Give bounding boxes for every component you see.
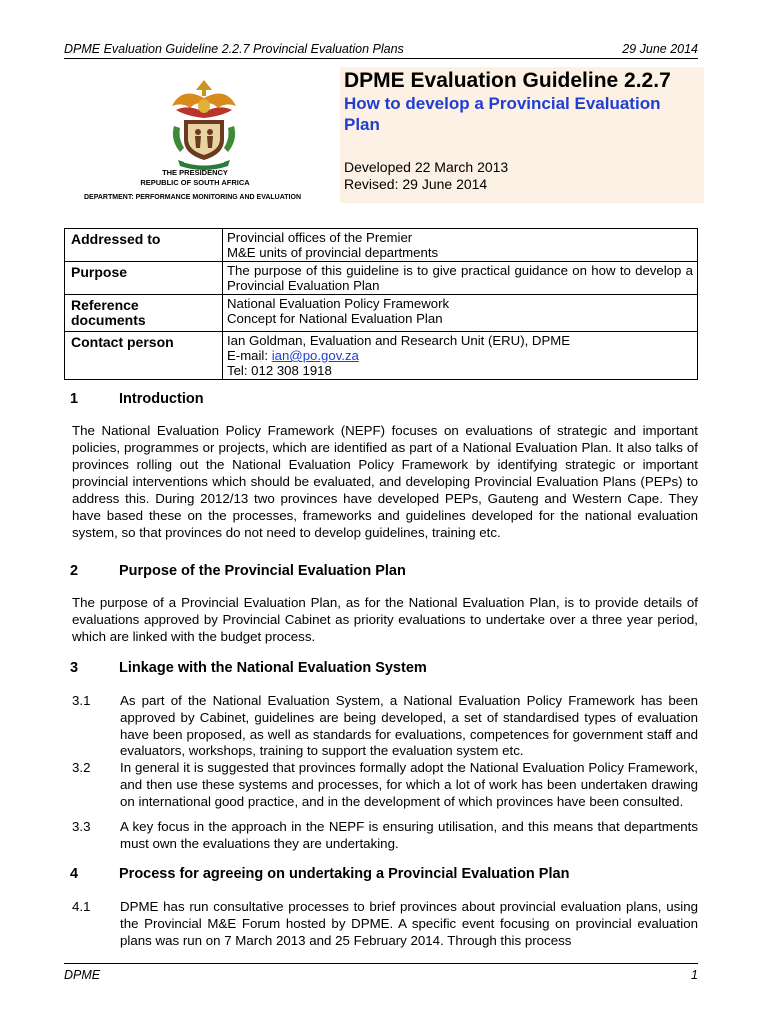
section-paragraph: The purpose of a Provincial Evaluation Plan, as for the National Evaluation Plan, is to provide details of evaluations approved by Provincial Cabinet as priority evaluations to undertake over a three year period, which are linked with the budget process. xyxy=(72,595,698,644)
list-item: 4.1 DPME has run consultative processes to brief provinces about provincial evaluation plans, using the Provincial M&E Forum hosted by DPME. A specific event focusing on provincial evaluation plans was run on 7 March 2013 and 25 February 2014. Through this process xyxy=(72,899,698,948)
footer-label: DPME xyxy=(64,968,101,982)
header-title: DPME Evaluation Guideline 2.2.7 Provincial Evaluation Plans xyxy=(64,42,404,56)
contact-value: Ian Goldman, Evaluation and Research Unit (ERU), DPME E-mail: ian@po.gov.za Tel: 012 308 1918 xyxy=(223,332,698,380)
table-row xyxy=(65,295,698,332)
running-header xyxy=(64,42,698,59)
page-number: 1 xyxy=(691,968,698,982)
page-footer xyxy=(64,963,698,982)
department-label: DEPARTMENT: PERFORMANCE MONITORING AND EVALUATION xyxy=(84,194,301,201)
table-row xyxy=(65,262,698,295)
header-date: 29 June 2014 xyxy=(622,42,698,56)
list-item: 3.2 In general it is suggested that provinces formally adopt the National Evaluation Policy Framework, and then use these systems and processes, for which a lot of work has been undertaken drawing on international good practice, and in the development of which provinces have been consulted. xyxy=(72,760,698,809)
developed-date: Developed 22 March 2013 xyxy=(344,159,509,175)
revised-date: Revised: 29 June 2014 xyxy=(344,176,488,192)
emblem-block xyxy=(64,68,334,208)
contact-label: Contact person xyxy=(65,332,223,380)
reference-label: Reference documents xyxy=(65,295,223,332)
list-item: 3.3 A key focus in the approach in the NEPF is ensuring utilisation, and this means that departments must own the evaluations they are undertaking. xyxy=(72,819,698,851)
coat-of-arms-icon xyxy=(162,76,246,172)
title-box xyxy=(340,67,704,203)
email-link[interactable]: ian@po.gov.za xyxy=(271,348,359,363)
table-row xyxy=(65,229,698,262)
section-paragraph: The National Evaluation Policy Framework (NEPF) focuses on evaluations of strategic and important policies, programmes or projects, which are identified as part of a National Evaluation Plan. It also talks of provinces rolling out the National Evaluation Policy Framework by identifying strategic or important provincial interventions which should be evaluated, and developing Provincial Evaluation Plans (PEPs) to address this. During 2012/13 two provinces have developed PEPs, Gauteng and Western Cape. They have based these on the processes, frameworks and guidelines developed for the national evaluation system, so that provinces do not need to develop guidelines, training etc. xyxy=(72,423,698,540)
reference-value: National Evaluation Policy Framework Concept for National Evaluation Plan xyxy=(223,295,698,332)
list-item: 3.1 As part of the National Evaluation System, a National Evaluation Policy Framework has been approved by Cabinet, guidelines are being developed, a set of standardised types of evaluation have been proposed, as well as standards for evaluations, competences for government staff and evaluators, workshops, training to support the evaluation system etc. xyxy=(72,693,698,759)
document-title: DPME Evaluation Guideline 2.2.7 xyxy=(344,69,671,92)
purpose-value: The purpose of this guideline is to give practical guidance on how to develop a Provincial Evaluation Plan xyxy=(223,262,698,295)
document-subtitle: How to develop a Provincial Evaluation Plan xyxy=(344,94,661,134)
purpose-label: Purpose xyxy=(65,262,223,295)
presidency-label: THE PRESIDENCY REPUBLIC OF SOUTH AFRICA xyxy=(140,168,250,187)
document-page: DPME Evaluation Guideline 2.2.7 Provincial Evaluation Plans 29 June 2014 THE PRESIDENCY REPUBLIC OF SOUTH AFRICA DEPARTMENT: PERFORMANCE MONITORING AND EVALUATION DPME Evaluation Guideline 2.2.7 How to develop a Provincial Evaluation Plan Developed 22 March 2013 Revised: 29 June 2014 Addressed to Provincial offices of the Premier M&E units of provincial departments Purpose The purpose of this guideline is to give practical guidance on how to develop a Provincial Evaluation Plan Reference documents National Evaluation Policy Framework Concept for National Evaluation Plan Contact person Ian Goldman, Evaluation and Research Unit (ERU), DPME E-mail: ian@po.gov.za Tel: 012 308 1918 1 Introduction The National Evaluation Policy Framework (NEPF) focuses on evaluations of strategic and important policies, programmes or projects, which are identified as part of a National Evaluation Plan. It also talks of provinces rolling out the National Evaluation Policy Framework by identifying strategic or important provincial interventions which should be evaluated, and developing Provincial Evaluation Plans (PEPs) to address this. During 2012/13 two provinces have developed PEPs, Gauteng and Western Cape. They have based these on the processes, frameworks and guidelines developed for the national evaluation system, so that provinces do not need to develop guidelines, training etc. 2 Purpose of the Provincial Evaluation Plan The purpose of a Provincial Evaluation Plan, as for the National Evaluation Plan, is to provide details of evaluations approved by Provincial Cabinet as priority evaluations to undertake over a three year period, which are linked with the budget process. 3 Linkage with the National Evaluation System 3.1 As part of the National Evaluation System, a National Evaluation Policy Framework has been approved by Cabinet, guidelines are being developed, a set of standardised types of evaluation have been proposed, as well as standards for evaluations, competences for government staff and evaluators, workshops, training to support the evaluation system etc. 3.2 In general it is suggested that provinces formally adopt the National Evaluation Policy Framework, and then use these systems and processes, for which a lot of work has been undertaken drawing on international good practice, and in the development of which provinces have been consulted. 3.3 A key focus in the approach in the NEPF is ensuring utilisation, and this means that departments must own the evaluations they are undertaking. 4 Process for agreeing on undertaking a Provincial Evaluation Plan 4.1 DPME has run consultative processes to brief provinces about provincial evaluation plans, using the Provincial M&E Forum hosted by DPME. A specific event focusing on provincial evaluation plans was run on 7 March 2013 and 25 February 2014. Through this process DPME 1 xyxy=(0,0,770,1024)
metadata-table xyxy=(64,228,698,380)
addressed-value: Provincial offices of the Premier M&E units of provincial departments xyxy=(223,229,698,262)
table-row xyxy=(65,332,698,380)
document-dates xyxy=(344,159,508,193)
addressed-label: Addressed to xyxy=(65,229,223,262)
